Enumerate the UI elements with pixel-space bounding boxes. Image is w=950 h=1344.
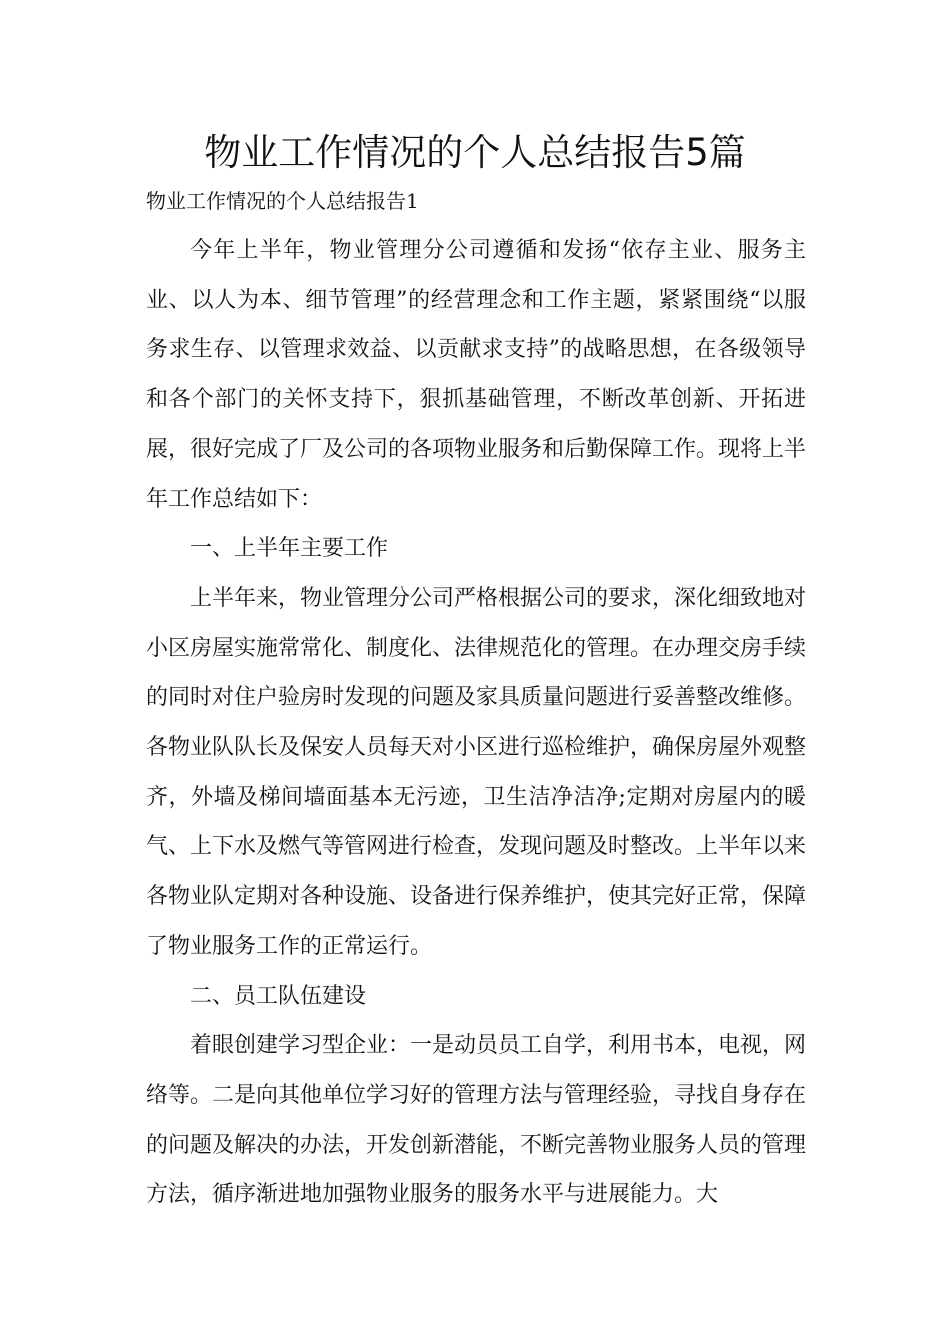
document-body xyxy=(146,226,806,1220)
paragraph-intro: 今年上半年，物业管理分公司遵循和发扬“依存主业、服务主业、以人为本、细节管理”的经营理念和工作主题，紧紧围绕“以服务求生存、以管理求效益、以贡献求支持”的战略思想，在各级领导和各个部门的关怀支持下，狠抓基础管理，不断改革创新、开拓进展，很好完成了厂及公司的各项物业服务和后勤保障工作。现将上半年工作总结如下： xyxy=(146,238,807,512)
section-heading-staff: 二、员工队伍建设 xyxy=(190,983,367,1009)
paragraph-main-work: 上半年来，物业管理分公司严格根据公司的要求，深化细致地对小区房屋实施常常化、制度化、法律规范化的管理。在办理交房手续的同时对住户验房时发现的问题及家具质量问题进行妥善整改维修。各物业队队长及保安人员每天对小区进行巡检维护，确保房屋外观整齐，外墙及梯间墙面基本无污迹，卫生洁净洁净;定期对房屋内的暖气、上下水及燃气等管网进行检查，发现问题及时整改。上半年以来各物业队定期对各种设施、设备进行保养维护，使其完好正常，保障了物业服务工作的正常运行。 xyxy=(146,585,807,959)
paragraph-staff: 着眼创建学习型企业：一是动员员工自学，利用书本，电视，网络等。二是向其他单位学习好的管理方法与管理经验，寻找自身存在的问题及解决的办法，开发创新潜能，不断完善物业服务人员的管理方法，循序渐进地加强物业服务的服务水平与进展能力。大 xyxy=(146,1033,807,1208)
document-subtitle: 物业工作情况的个人总结报告1 xyxy=(146,189,419,213)
document-title: 物业工作情况的个人总结报告5篇 xyxy=(204,131,746,174)
section-heading-main-work: 一、上半年主要工作 xyxy=(190,536,389,562)
